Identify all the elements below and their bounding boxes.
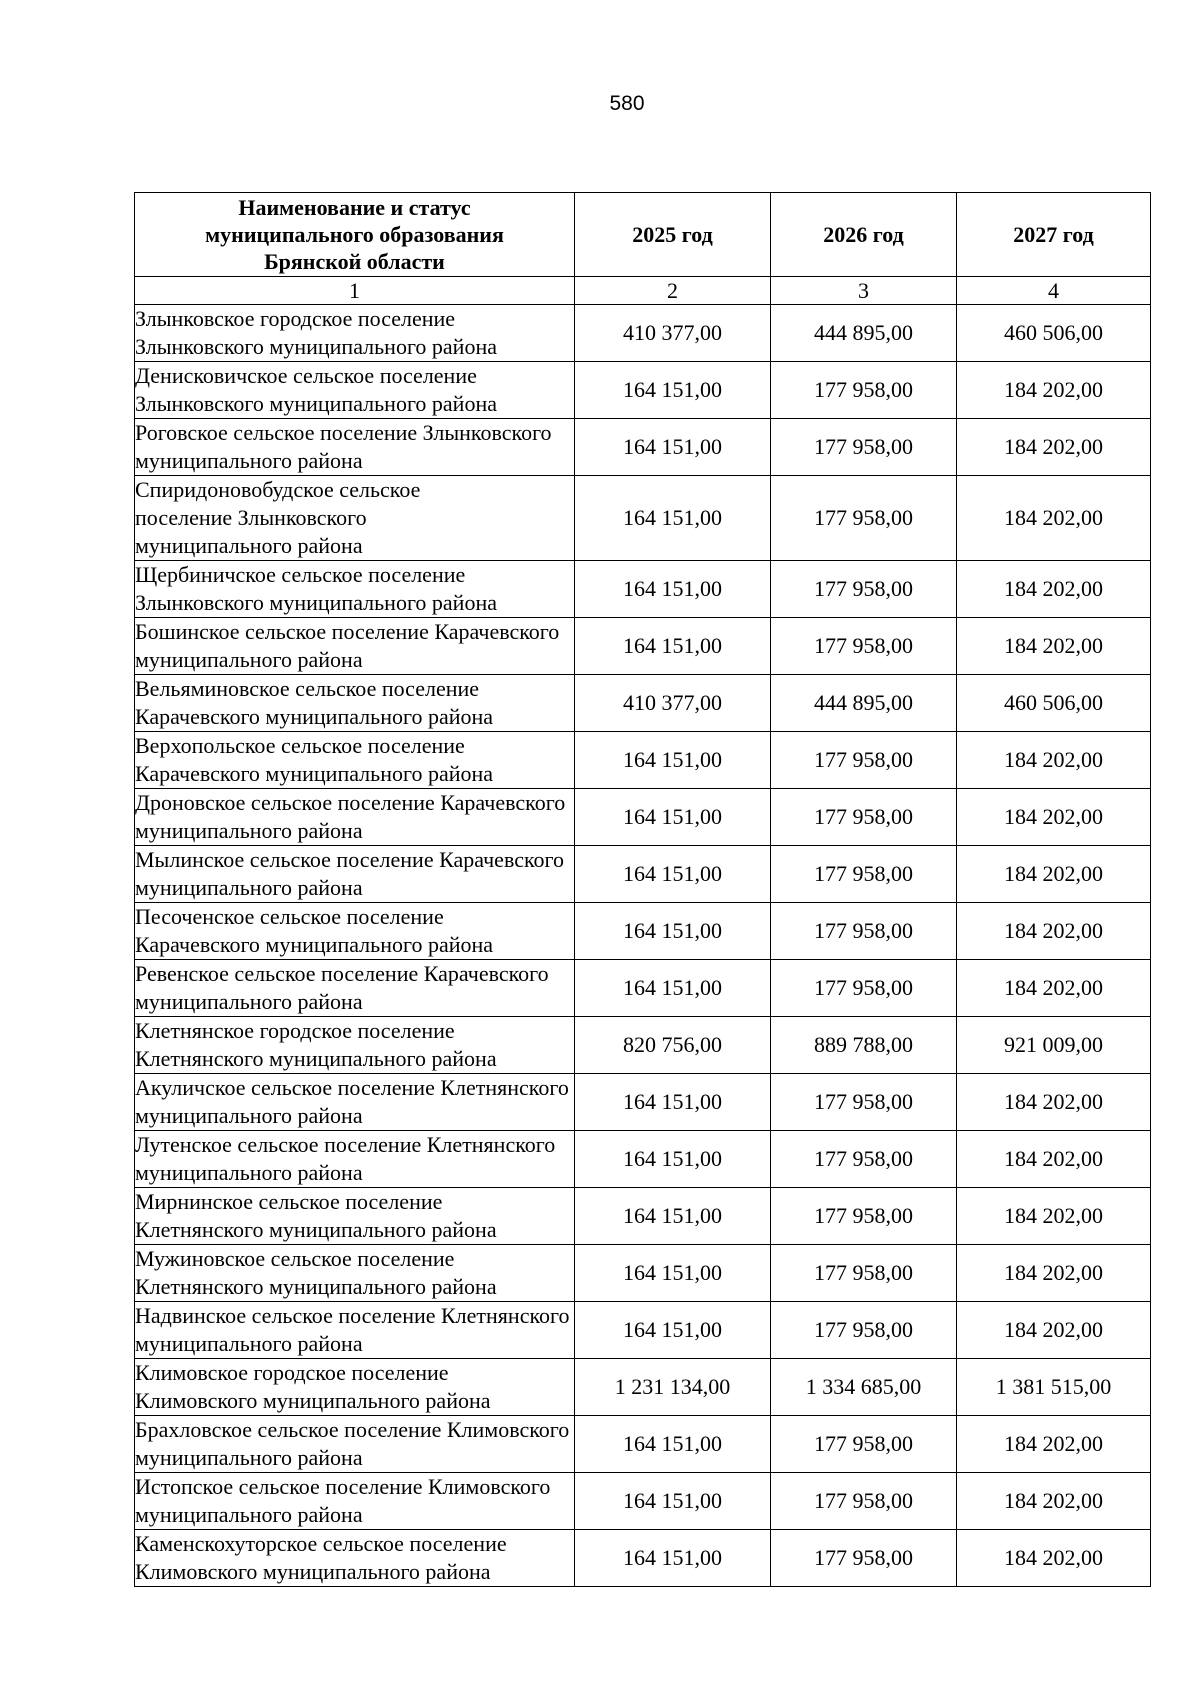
amount-2026: 177 958,00 [771, 476, 957, 561]
municipality-name: Климовское городское поселение Климовского муниципального района [135, 1359, 575, 1416]
amount-2027: 184 202,00 [957, 419, 1151, 476]
amount-2026: 177 958,00 [771, 732, 957, 789]
amount-2025: 164 151,00 [575, 561, 771, 618]
amount-2025: 164 151,00 [575, 1416, 771, 1473]
amount-2025: 410 377,00 [575, 305, 771, 362]
table-row [135, 846, 1151, 903]
amount-2026: 177 958,00 [771, 1188, 957, 1245]
amount-2025: 164 151,00 [575, 789, 771, 846]
amount-2025: 164 151,00 [575, 362, 771, 419]
municipality-name: Каменскохуторское сельское поселение Климовского муниципального района [135, 1530, 575, 1587]
amount-2025: 164 151,00 [575, 1530, 771, 1587]
municipality-name: Песоченское сельское поселение Карачевского муниципального района [135, 903, 575, 960]
municipality-name: Верхопольское сельское поселение Карачевского муниципального района [135, 732, 575, 789]
table-row [135, 1359, 1151, 1416]
amount-2027: 184 202,00 [957, 789, 1151, 846]
municipality-name: Акуличское сельское поселение Клетнянского муниципального района [135, 1074, 575, 1131]
table-row [135, 789, 1151, 846]
amount-2027: 184 202,00 [957, 960, 1151, 1017]
table-row [135, 305, 1151, 362]
amount-2025: 164 151,00 [575, 476, 771, 561]
amount-2026: 444 895,00 [771, 675, 957, 732]
amount-2026: 177 958,00 [771, 1302, 957, 1359]
amount-2026: 444 895,00 [771, 305, 957, 362]
table-row [135, 1245, 1151, 1302]
column-number: 2 [575, 277, 771, 305]
header-row [135, 193, 1151, 277]
amount-2027: 184 202,00 [957, 1188, 1151, 1245]
amount-2026: 177 958,00 [771, 960, 957, 1017]
page-number: 580 [609, 92, 645, 115]
amount-2026: 177 958,00 [771, 362, 957, 419]
budget-table [134, 192, 1151, 1587]
table-row [135, 1473, 1151, 1530]
amount-2026: 1 334 685,00 [771, 1359, 957, 1416]
amount-2026: 177 958,00 [771, 903, 957, 960]
header-2026: 2026 год [771, 193, 957, 277]
municipality-name: Злынковское городское поселение Злынковского муниципального района [135, 305, 575, 362]
table-row [135, 675, 1151, 732]
table-row [135, 618, 1151, 675]
amount-2026: 889 788,00 [771, 1017, 957, 1074]
amount-2025: 164 151,00 [575, 1131, 771, 1188]
municipality-name: Вельяминовское сельское поселение Карачевского муниципального района [135, 675, 575, 732]
header-2027: 2027 год [957, 193, 1151, 277]
amount-2025: 164 151,00 [575, 960, 771, 1017]
amount-2027: 184 202,00 [957, 362, 1151, 419]
table-row [135, 561, 1151, 618]
amount-2026: 177 958,00 [771, 846, 957, 903]
municipality-name: Мирнинское сельское поселение Клетнянского муниципального района [135, 1188, 575, 1245]
municipality-name: Ревенское сельское поселение Карачевского муниципального района [135, 960, 575, 1017]
amount-2026: 177 958,00 [771, 789, 957, 846]
municipality-name: Надвинское сельское поселение Клетнянского муниципального района [135, 1302, 575, 1359]
amount-2026: 177 958,00 [771, 561, 957, 618]
amount-2026: 177 958,00 [771, 1074, 957, 1131]
amount-2025: 164 151,00 [575, 419, 771, 476]
table-row [135, 1131, 1151, 1188]
municipality-name: Мылинское сельское поселение Карачевского муниципального района [135, 846, 575, 903]
amount-2025: 410 377,00 [575, 675, 771, 732]
column-number: 3 [771, 277, 957, 305]
municipality-name: Щербиничское сельское поселение Злынковского муниципального района [135, 561, 575, 618]
table-row [135, 1416, 1151, 1473]
column-number: 1 [135, 277, 575, 305]
municipality-name: Бошинское сельское поселение Карачевского муниципального района [135, 618, 575, 675]
amount-2025: 164 151,00 [575, 1245, 771, 1302]
column-number-row [135, 277, 1151, 305]
amount-2027: 184 202,00 [957, 561, 1151, 618]
municipality-name: Истопское сельское поселение Климовского муниципального района [135, 1473, 575, 1530]
table-row [135, 960, 1151, 1017]
amount-2027: 184 202,00 [957, 1074, 1151, 1131]
amount-2027: 184 202,00 [957, 476, 1151, 561]
municipality-name: Брахловское сельское поселение Климовского муниципального района [135, 1416, 575, 1473]
amount-2027: 184 202,00 [957, 846, 1151, 903]
municipality-name: Роговское сельское поселение Злынковского муниципального района [135, 419, 575, 476]
amount-2026: 177 958,00 [771, 1530, 957, 1587]
municipality-name: Клетнянское городское поселение Клетнянского муниципального района [135, 1017, 575, 1074]
amount-2027: 184 202,00 [957, 1131, 1151, 1188]
amount-2026: 177 958,00 [771, 618, 957, 675]
table-row [135, 1302, 1151, 1359]
table-row [135, 1074, 1151, 1131]
table-row [135, 903, 1151, 960]
amount-2025: 1 231 134,00 [575, 1359, 771, 1416]
amount-2025: 164 151,00 [575, 903, 771, 960]
municipality-name: Дроновское сельское поселение Карачевского муниципального района [135, 789, 575, 846]
table-row [135, 1530, 1151, 1587]
amount-2025: 164 151,00 [575, 732, 771, 789]
amount-2027: 184 202,00 [957, 1416, 1151, 1473]
amount-2027: 184 202,00 [957, 1530, 1151, 1587]
table-row [135, 1017, 1151, 1074]
municipality-name: Мужиновское сельское поселение Клетнянского муниципального района [135, 1245, 575, 1302]
header-municipality: Наименование и статус муниципального образования Брянской области [135, 193, 575, 277]
amount-2027: 184 202,00 [957, 618, 1151, 675]
table-row [135, 362, 1151, 419]
amount-2026: 177 958,00 [771, 1416, 957, 1473]
amount-2027: 460 506,00 [957, 305, 1151, 362]
table-row [135, 1188, 1151, 1245]
amount-2025: 820 756,00 [575, 1017, 771, 1074]
amount-2027: 460 506,00 [957, 675, 1151, 732]
amount-2026: 177 958,00 [771, 419, 957, 476]
amount-2025: 164 151,00 [575, 1302, 771, 1359]
amount-2027: 184 202,00 [957, 1302, 1151, 1359]
municipality-name: Денисковичское сельское поселение Злынковского муниципального района [135, 362, 575, 419]
amount-2026: 177 958,00 [771, 1131, 957, 1188]
amount-2027: 184 202,00 [957, 903, 1151, 960]
amount-2027: 184 202,00 [957, 1245, 1151, 1302]
amount-2026: 177 958,00 [771, 1473, 957, 1530]
amount-2025: 164 151,00 [575, 1188, 771, 1245]
amount-2027: 921 009,00 [957, 1017, 1151, 1074]
amount-2025: 164 151,00 [575, 1074, 771, 1131]
amount-2027: 184 202,00 [957, 732, 1151, 789]
header-2025: 2025 год [575, 193, 771, 277]
amount-2027: 184 202,00 [957, 1473, 1151, 1530]
table-row [135, 732, 1151, 789]
amount-2027: 1 381 515,00 [957, 1359, 1151, 1416]
municipality-name: Спиридоновобудское сельское поселение Злынковского муниципального района [135, 476, 575, 561]
table-row [135, 419, 1151, 476]
amount-2026: 177 958,00 [771, 1245, 957, 1302]
table-row [135, 476, 1151, 561]
amount-2025: 164 151,00 [575, 846, 771, 903]
amount-2025: 164 151,00 [575, 1473, 771, 1530]
amount-2025: 164 151,00 [575, 618, 771, 675]
column-number: 4 [957, 277, 1151, 305]
municipality-name: Лутенское сельское поселение Клетнянского муниципального района [135, 1131, 575, 1188]
